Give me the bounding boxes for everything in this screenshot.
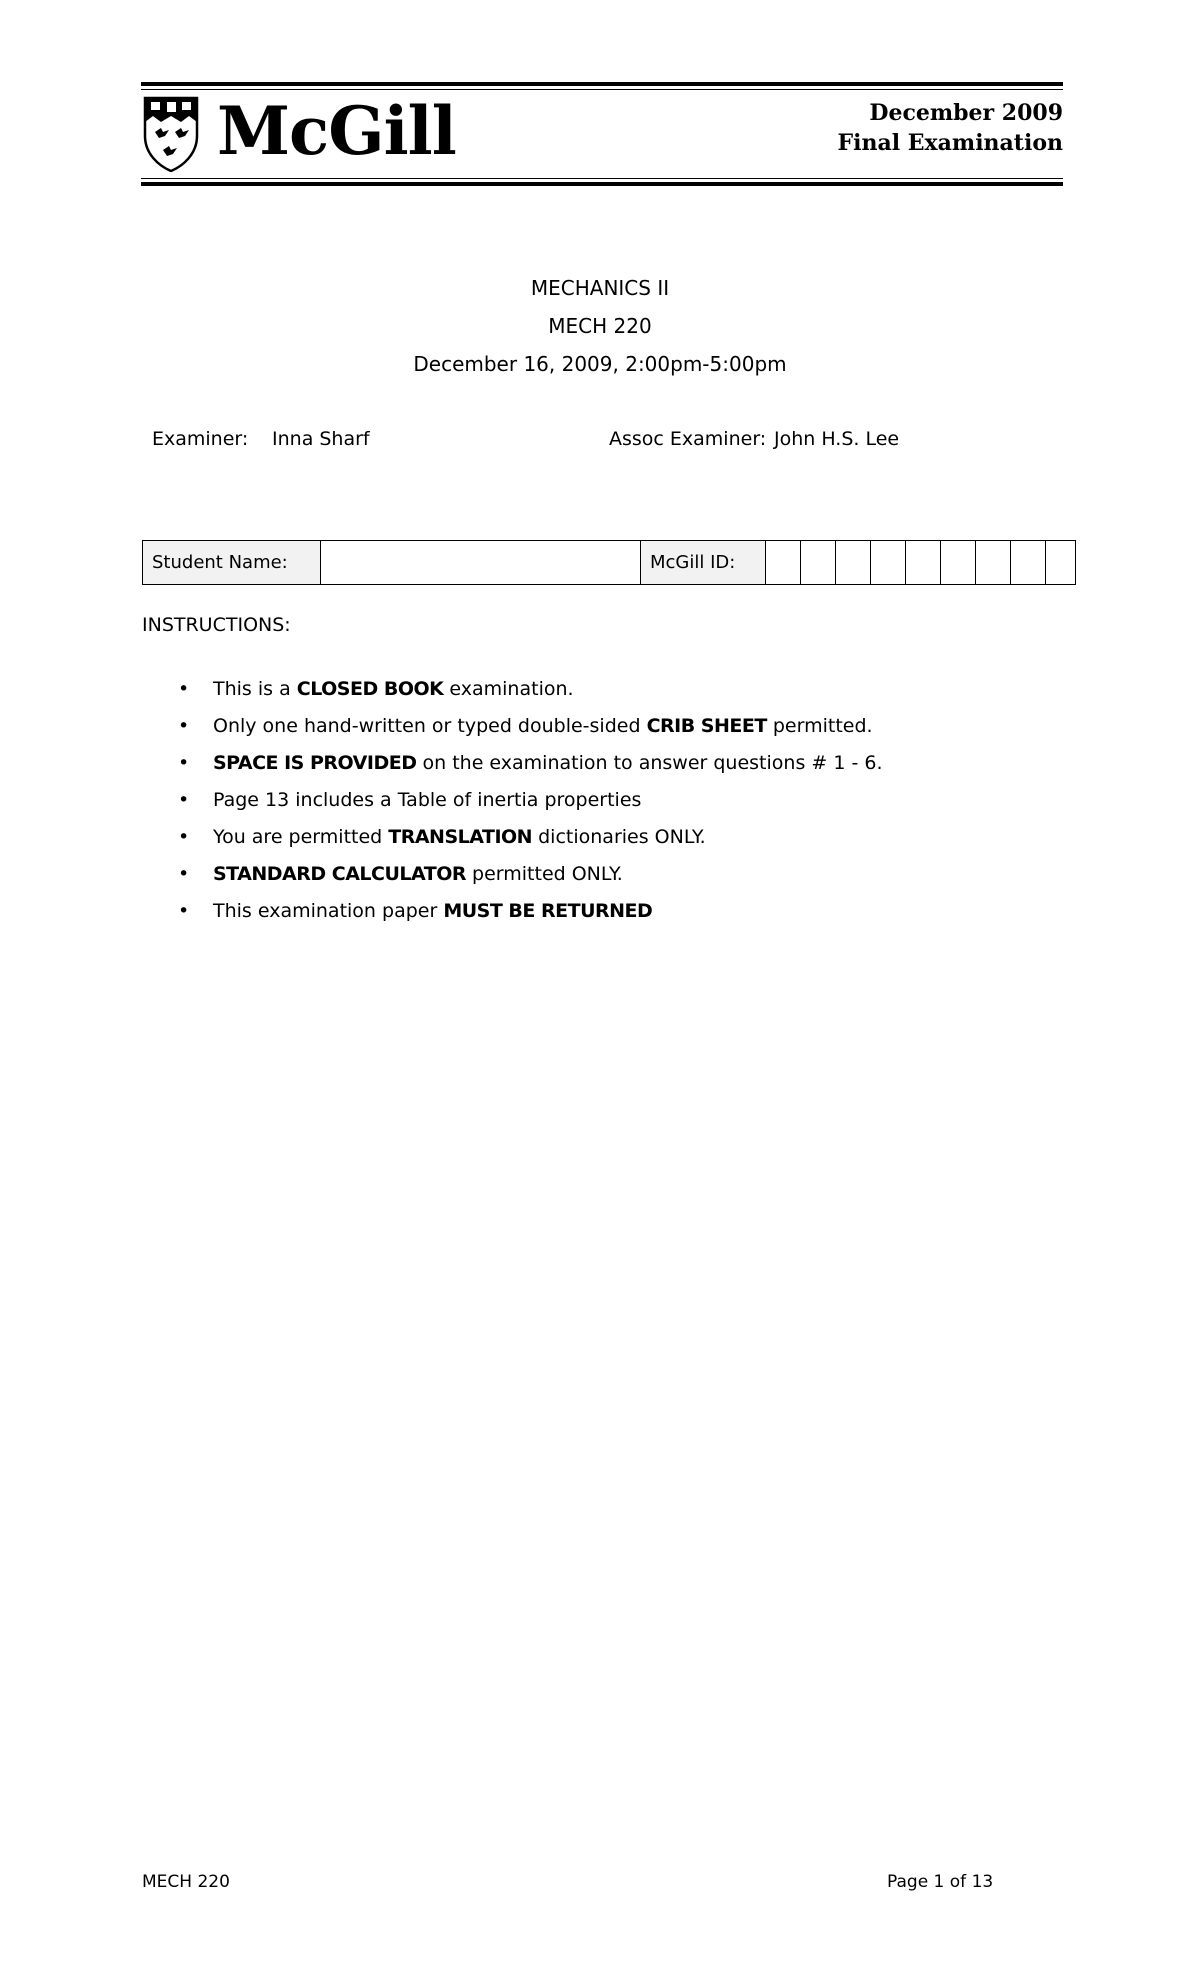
mcgill-id-digit-box[interactable] <box>976 541 1011 584</box>
examiner-label: Examiner: <box>152 428 249 450</box>
institution-wordmark: McGill <box>217 92 456 170</box>
instruction-text: This is a CLOSED BOOK examination. <box>213 678 574 700</box>
mcgill-id-digit-box[interactable] <box>766 541 801 584</box>
assoc-examiner-label: Assoc Examiner: <box>609 428 767 450</box>
mcgill-id-digit-box[interactable] <box>1046 541 1081 584</box>
mcgill-id-label: McGill ID: <box>641 541 766 584</box>
instruction-text: Page 13 includes a Table of inertia properties <box>213 789 642 811</box>
header-rule-bottom-thick <box>141 182 1063 186</box>
student-name-label: Student Name: <box>143 541 321 584</box>
instruction-text: This examination paper MUST BE RETURNED <box>213 900 653 922</box>
course-code: MECH 220 <box>548 314 652 338</box>
mcgill-id-digit-box[interactable] <box>801 541 836 584</box>
exam-type: Final Examination <box>837 130 1063 156</box>
bullet-icon: • <box>178 752 190 774</box>
bullet-icon: • <box>178 678 190 700</box>
student-info-table <box>142 540 1076 585</box>
mcgill-id-digit-box[interactable] <box>836 541 871 584</box>
mcgill-id-digit-box[interactable] <box>1011 541 1046 584</box>
exam-title-block <box>838 98 1063 158</box>
student-name-field[interactable] <box>321 541 641 584</box>
examiner-name: Inna Sharf <box>272 428 370 450</box>
instruction-text: Only one hand-written or typed double-sided CRIB SHEET permitted. <box>213 715 873 737</box>
header-rule-top-thick <box>141 82 1063 86</box>
page-header <box>141 82 1063 188</box>
header-rule-bottom-thin <box>141 178 1063 179</box>
instructions-heading: INSTRUCTIONS: <box>142 614 291 636</box>
mcgill-id-digit-box[interactable] <box>906 541 941 584</box>
mcgill-id-digit-box[interactable] <box>941 541 976 584</box>
footer-page-number: Page 1 of 13 <box>887 1872 994 1892</box>
exam-datetime: December 16, 2009, 2:00pm-5:00pm <box>413 352 787 376</box>
mcgill-crest-icon <box>143 96 199 172</box>
assoc-examiner-name: John H.S. Lee <box>774 428 900 450</box>
mcgill-id-digit-box[interactable] <box>871 541 906 584</box>
bullet-icon: • <box>178 789 190 811</box>
bullet-icon: • <box>178 900 190 922</box>
bullet-icon: • <box>178 863 190 885</box>
exam-date-line: December 2009 <box>869 100 1063 126</box>
course-name: MECHANICS II <box>530 276 670 300</box>
instruction-text: SPACE IS PROVIDED on the examination to answer questions # 1 - 6. <box>213 752 883 774</box>
bullet-icon: • <box>178 715 190 737</box>
instruction-text: You are permitted TRANSLATION dictionaries ONLY. <box>213 826 706 848</box>
footer-course-code: MECH 220 <box>142 1872 230 1892</box>
instruction-text: STANDARD CALCULATOR permitted ONLY. <box>213 863 623 885</box>
bullet-icon: • <box>178 826 190 848</box>
